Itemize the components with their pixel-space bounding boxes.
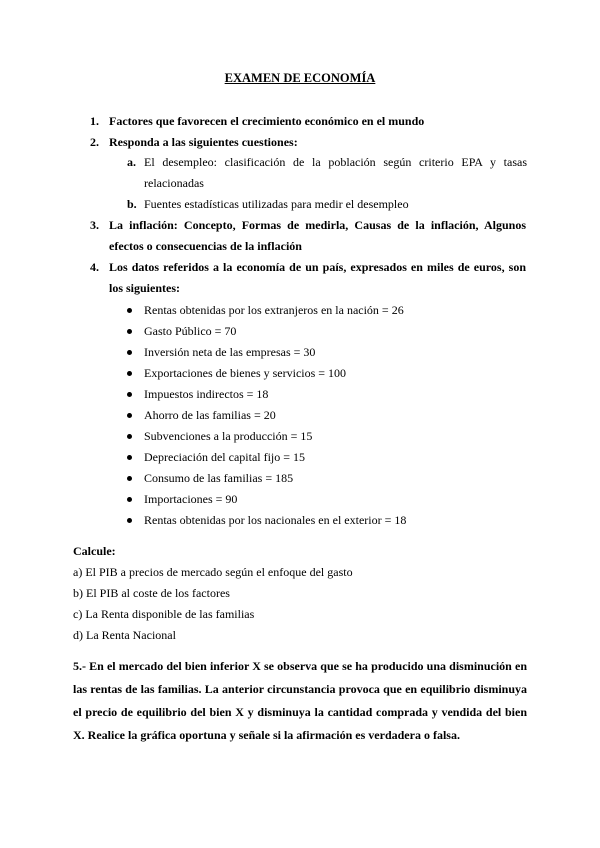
list-item — [127, 489, 406, 510]
question-text: Los datos referidos a la economía de un país, expresados en miles de euros, son los siguientes: — [109, 260, 526, 295]
list-item: a) El PIB a precios de mercado según el enfoque del gasto — [73, 565, 353, 579]
bullet-icon — [127, 308, 132, 313]
data-list — [127, 300, 406, 531]
question-number: 1. — [90, 114, 99, 128]
list-item — [127, 321, 406, 342]
list-item — [127, 510, 406, 531]
list-item-text: Consumo de las familias = 185 — [144, 471, 294, 485]
question-5: 5.- En el mercado del bien inferior X se observa que se ha producido una disminución en las rentas de las familias. La anterior circunstancia provoca que en equilibrio disminuya el precio de equilibrio del bien X y disminuya la cantidad comprada y vendida del bien X. Realice la gráfica oportuna y señale si la afirmación es verdadera o falsa. — [73, 659, 527, 742]
page-title: EXAMEN DE ECONOMÍA — [224, 71, 376, 85]
list-item — [127, 342, 406, 363]
bullet-icon — [127, 350, 132, 355]
sub-question-text: Fuentes estadísticas utilizadas para medir el desempleo — [144, 197, 409, 211]
sub-question-a — [127, 152, 527, 194]
bullet-icon — [127, 329, 132, 334]
list-item: b) El PIB al coste de los factores — [73, 586, 230, 600]
bullet-icon — [127, 455, 132, 460]
question-text: Responda a las siguientes cuestiones: — [109, 135, 298, 149]
list-item-text: Gasto Público = 70 — [144, 324, 237, 338]
sub-question-letter: b. — [127, 197, 137, 211]
list-item-text: Impuestos indirectos = 18 — [144, 387, 269, 401]
question-text: La inflación: Concepto, Formas de medirla, Causas de la inflación, Algunos efectos o consecuencias de la inflación — [109, 218, 526, 253]
sub-question-b — [127, 194, 527, 215]
calculate-heading: Calcule: — [73, 544, 116, 558]
list-item-text: Rentas obtenidas por los extranjeros en la nación = 26 — [144, 303, 404, 317]
calculate-list — [73, 562, 353, 646]
bullet-icon — [127, 518, 132, 523]
question-number: 4. — [90, 260, 99, 274]
sub-question-letter: a. — [127, 155, 136, 169]
list-item — [127, 384, 406, 405]
list-item — [127, 447, 406, 468]
bullet-icon — [127, 413, 132, 418]
list-item: d) La Renta Nacional — [73, 628, 176, 642]
bullet-icon — [127, 476, 132, 481]
list-item-text: Rentas obtenidas por los nacionales en el exterior = 18 — [144, 513, 407, 527]
question-4 — [90, 257, 526, 299]
question-number: 2. — [90, 135, 99, 149]
question-1 — [90, 111, 526, 132]
list-item-text: Depreciación del capital fijo = 15 — [144, 450, 306, 464]
list-item — [127, 300, 406, 321]
list-item-text: Exportaciones de bienes y servicios = 100 — [144, 366, 347, 380]
bullet-icon — [127, 434, 132, 439]
list-item-text: Subvenciones a la producción = 15 — [144, 429, 313, 443]
sub-question-text: El desempleo: clasificación de la población según criterio EPA y tasas relacionadas — [144, 155, 527, 190]
list-item-text: Ahorro de las familias = 20 — [144, 408, 276, 422]
list-item-text: Importaciones = 90 — [144, 492, 238, 506]
list-item — [127, 363, 406, 384]
list-item — [127, 405, 406, 426]
bullet-icon — [127, 392, 132, 397]
list-item — [127, 426, 406, 447]
question-number: 3. — [90, 218, 99, 232]
question-2 — [90, 132, 526, 153]
list-item — [127, 468, 406, 489]
list-item: c) La Renta disponible de las familias — [73, 607, 255, 621]
bullet-icon — [127, 371, 132, 376]
list-item-text: Inversión neta de las empresas = 30 — [144, 345, 316, 359]
question-3 — [90, 215, 526, 257]
bullet-icon — [127, 497, 132, 502]
question-text: Factores que favorecen el crecimiento económico en el mundo — [109, 114, 425, 128]
